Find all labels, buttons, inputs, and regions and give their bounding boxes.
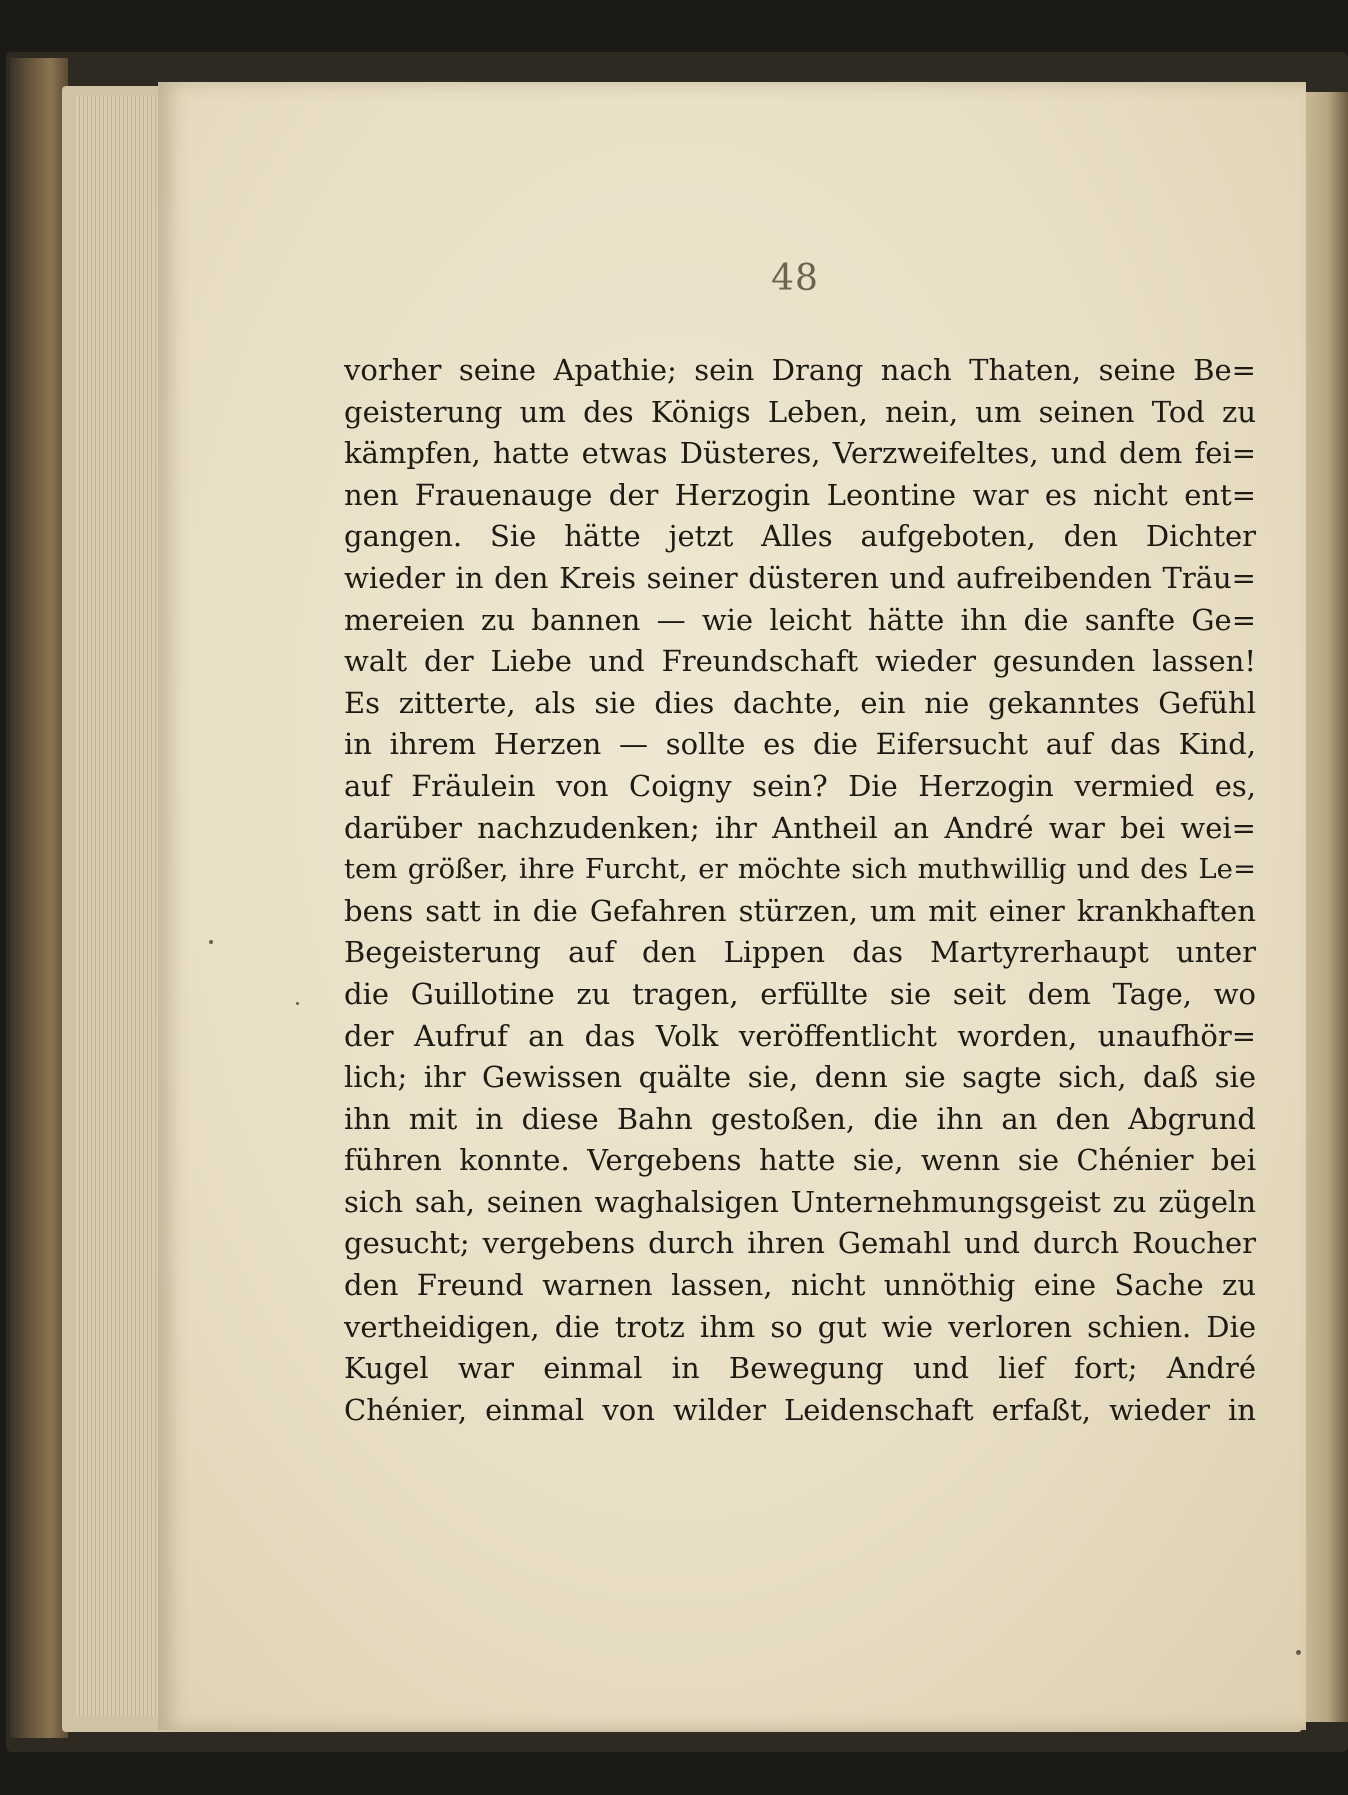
text-line: bens satt in die Gefahren stürzen, um mit einer krankhaften bbox=[344, 893, 1256, 928]
paper-speck bbox=[1296, 1650, 1301, 1655]
text-line: vertheidigen, die trotz ihm so gut wie verloren schien. Die bbox=[344, 1309, 1256, 1344]
paper-speck bbox=[296, 1002, 299, 1005]
page-number: 48 bbox=[771, 258, 819, 299]
text-line: ihn mit in diese Bahn gestoßen, die ihn an den Abgrund bbox=[344, 1101, 1256, 1136]
text-line: Chénier, einmal von wilder Leidenschaft erfaßt, wieder in bbox=[344, 1392, 1256, 1427]
text-line: sich sah, seinen waghalsigen Unternehmungsgeist zu zügeln bbox=[344, 1184, 1256, 1219]
paper-speck bbox=[209, 940, 213, 944]
text-line: gesucht; vergebens durch ihren Gemahl und durch Roucher bbox=[344, 1226, 1256, 1261]
text-line: nen Frauenauge der Herzogin Leontine war es nicht ent= bbox=[344, 477, 1256, 512]
text-line: auf Fräulein von Coigny sein? Die Herzogin vermied es, bbox=[344, 768, 1256, 803]
text-line: den Freund warnen lassen, nicht unnöthig eine Sache zu bbox=[344, 1268, 1256, 1303]
text-line: vorher seine Apathie; sein Drang nach Thaten, seine Be= bbox=[344, 353, 1256, 387]
text-line: kämpfen, hatte etwas Düsteres, Verzweifeltes, und dem fei= bbox=[344, 436, 1256, 471]
book-spine-edge bbox=[10, 58, 68, 1738]
text-line: die Guillotine zu tragen, erfüllte sie seit dem Tage, wo bbox=[344, 976, 1256, 1011]
text-line: gangen. Sie hätte jetzt Alles aufgeboten, den Dichter bbox=[344, 519, 1256, 554]
text-line: führen konnte. Vergebens hatte sie, wenn sie Chénier bei bbox=[344, 1143, 1256, 1178]
text-line: lich; ihr Gewissen quälte sie, denn sie sagte sich, daß sie bbox=[344, 1060, 1256, 1095]
text-line: darüber nachzudenken; ihr Antheil an André war bei wei= bbox=[344, 810, 1256, 845]
text-line: mereien zu bannen — wie leicht hätte ihn die sanfte Ge= bbox=[344, 602, 1256, 637]
text-line: Begeisterung auf den Lippen das Martyrerhaupt unter bbox=[344, 935, 1256, 970]
text-line: Es zitterte, als sie dies dachte, ein nie gekanntes Gefühl bbox=[344, 685, 1256, 720]
text-line: in ihrem Herzen — sollte es die Eifersucht auf das Kind, bbox=[344, 727, 1256, 762]
body-text bbox=[344, 350, 1256, 1431]
text-line: tem größer, ihre Furcht, er möchte sich muthwillig und des Le= bbox=[344, 853, 1256, 886]
text-line: der Aufruf an das Volk veröffentlicht worden, unaufhör= bbox=[344, 1018, 1256, 1053]
text-line: geisterung um des Königs Leben, nein, um seinen Tod zu bbox=[344, 394, 1256, 429]
text-line: Kugel war einmal in Bewegung und lief fort; André bbox=[344, 1351, 1256, 1386]
text-line: walt der Liebe und Freundschaft wieder gesunden lassen! bbox=[344, 644, 1256, 679]
text-line: wieder in den Kreis seiner düsteren und aufreibenden Träu= bbox=[344, 560, 1256, 595]
